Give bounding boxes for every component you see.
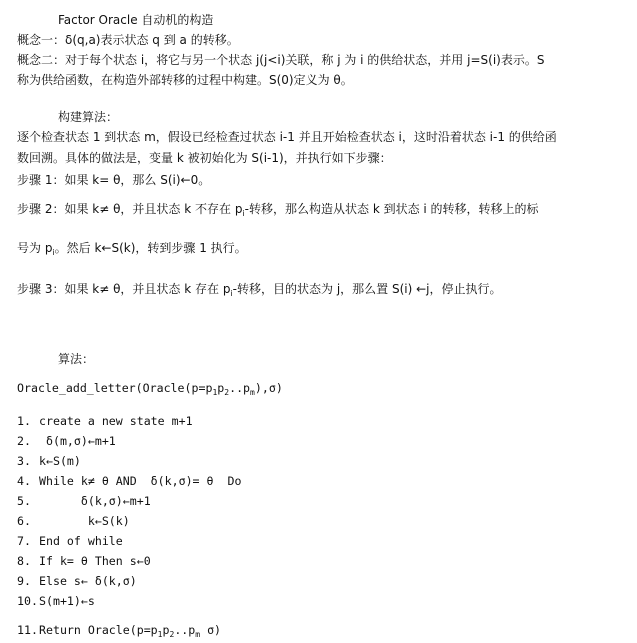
build-desc-line2: 数回溯。具体的做法是，变量 k 被初始化为 S(i-1)，并执行如下步骤：: [17, 151, 392, 165]
algo-line-5: [17, 493, 151, 509]
return-part: Return Oracle(p=p: [39, 623, 158, 637]
line-code: While k≠ θ AND δ(k,σ)= θ Do: [39, 474, 242, 488]
step-2-cont: [17, 240, 247, 261]
concept-two-cont: 称为供给函数，在构造外部转移的过程中构建。S(0)定义为 θ。: [17, 73, 353, 87]
algo-line-4: [17, 473, 241, 489]
signature-part: ),σ): [254, 381, 283, 395]
step-2-cont-text-a: 号为 p: [17, 241, 53, 255]
step-1: 步骤 1：如果 k= θ，那么 S(i)←0。: [17, 173, 211, 187]
return-sub: 2: [169, 630, 175, 639]
algo-line-8: [17, 553, 151, 569]
return-part: p: [162, 623, 170, 637]
line-code: k←S(m): [39, 454, 81, 468]
line-number: 1.: [17, 414, 31, 428]
step-3: [17, 281, 501, 302]
return-part: ..p: [174, 623, 196, 637]
return-sub: 1: [157, 630, 163, 639]
step-2-cont-text-b: 。然后 k←S(k)，转到步骤 1 执行。: [54, 241, 247, 255]
concept-one: 概念一：δ(q,a)表示状态 q 到 a 的转移。: [17, 33, 239, 47]
line-code: If k= θ Then s←0: [39, 554, 151, 568]
step-2-cont-subscript: i: [52, 248, 55, 257]
line-number: 6.: [17, 514, 31, 528]
algorithm-signature: [17, 380, 283, 401]
page-title: Factor Oracle 自动机的构造: [58, 13, 214, 27]
line-code: End of while: [39, 534, 123, 548]
signature-sub: 2: [224, 388, 230, 397]
line-number: 11.: [17, 623, 38, 637]
line-number: 4.: [17, 474, 31, 488]
build-desc-line1: 逐个检查状态 1 到状态 m，假设已经检查过状态 i-1 并且开始检查状态 i，这时沿着状态 i-1 的供给函: [17, 130, 557, 144]
line-code: create a new state m+1: [39, 414, 193, 428]
step-2: [17, 201, 539, 222]
signature-sub: 1: [212, 388, 218, 397]
line-code: Else s← δ(k,σ): [39, 574, 137, 588]
line-number: 2.: [17, 434, 31, 448]
algorithm-heading: 算法：: [58, 352, 95, 366]
algo-line-9: [17, 573, 137, 589]
line-number: 10.: [17, 594, 38, 608]
step-3-text-a: 步骤 3：如果 k≠ θ，并且状态 k 存在 p: [17, 282, 231, 296]
algo-line-10: [17, 593, 95, 609]
line-number: 3.: [17, 454, 31, 468]
line-number: 5.: [17, 494, 31, 508]
concept-two: 概念二：对于每个状态 i，将它与另一个状态 j(j<i)关联，称 j 为 i 的供给状态，并用 j=S(i)表示。S: [17, 53, 545, 67]
line-number: 8.: [17, 554, 31, 568]
line-code: δ(k,σ)←m+1: [39, 494, 151, 508]
algo-line-7: [17, 533, 123, 549]
line-number: 9.: [17, 574, 31, 588]
signature-part: p: [217, 381, 225, 395]
step-3-text-b: -转移，目的状态为 j，那么置 S(i) ←j，停止执行。: [232, 282, 502, 296]
step-2-text-b: -转移，那么构造从状态 k 到状态 i 的转移，转移上的标: [244, 202, 539, 216]
signature-part: ..p: [229, 381, 251, 395]
signature-sub: m: [250, 388, 255, 397]
line-code: δ(m,σ)←m+1: [39, 434, 116, 448]
line-number: 7.: [17, 534, 31, 548]
return-sub: m: [195, 630, 201, 639]
return-part: σ): [200, 623, 222, 637]
algo-line-6: [17, 513, 130, 529]
algo-line-2: [17, 433, 116, 449]
signature-part: Oracle_add_letter(Oracle(p=p: [17, 381, 213, 395]
step-2-subscript: i: [242, 209, 245, 218]
step-3-subscript: i: [230, 289, 233, 298]
step-2-text-a: 步骤 2：如果 k≠ θ，并且状态 k 不存在 p: [17, 202, 243, 216]
algo-line-1: [17, 413, 193, 429]
algo-line-3: [17, 453, 81, 469]
build-heading: 构建算法：: [58, 110, 119, 124]
line-code: S(m+1)←s: [39, 594, 95, 608]
line-code: k←S(k): [39, 514, 130, 528]
